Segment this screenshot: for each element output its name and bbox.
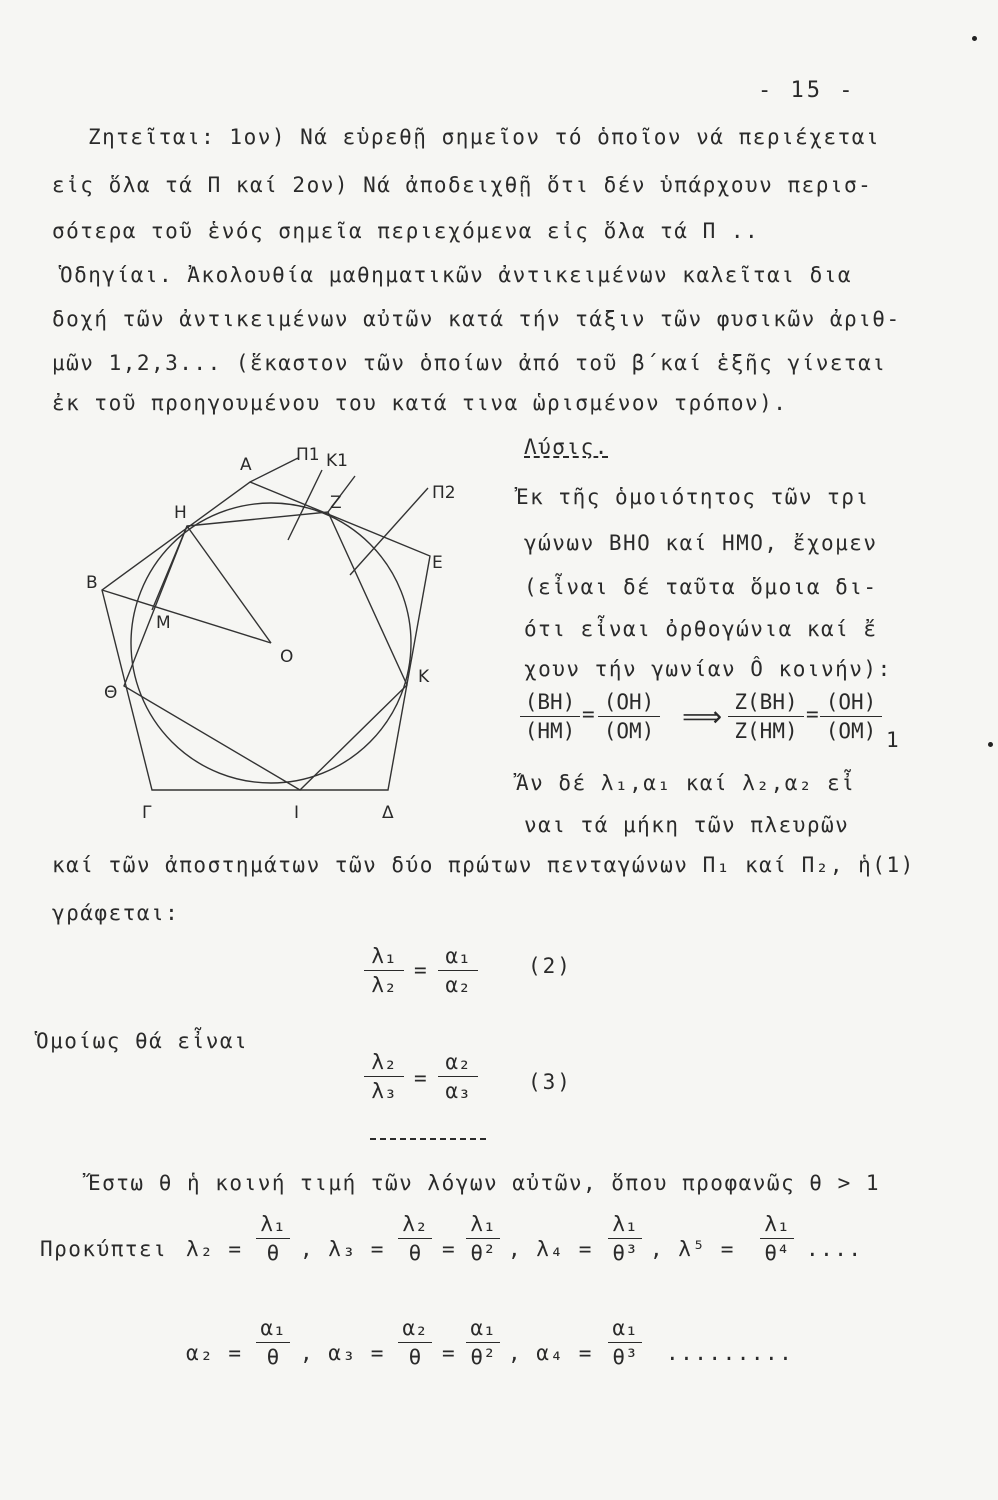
text-line: Ἔστω θ ἡ κοινή τιμή τῶν λόγων αὐτῶν, ὅπου προφανῶς θ > 1 [88,1171,881,1195]
fraction: α₁ θ³ [608,1316,642,1369]
implies-arrow: ⟹ [682,700,723,733]
label-G: Γ [142,803,152,823]
equation-label: 1 [886,728,901,752]
fraction: (ΟΗ) (ΟΜ) [820,690,882,743]
fraction: α₂ θ [398,1316,432,1369]
fraction: λ₁ θ³ [608,1212,642,1265]
fraction: α₁ θ² [466,1316,500,1369]
label-M: Μ [156,613,171,633]
scan-speck [988,742,993,747]
geometry-figure [60,440,480,840]
page-number: - 15 - [758,78,856,103]
divider [370,1138,486,1140]
text-line: σότερα τοῦ ἑνός σημεῖα περιεχόμενα εἰς ὅλα τά Π .. [52,219,760,243]
text-line: Ἄν δέ λ₁,α₁ καί λ₂,α₂ εἶ [516,771,856,795]
scan-speck [972,36,977,41]
label-A: Α [240,455,252,475]
solution-heading: Λύσις. [524,435,609,459]
solution-line: χουν τήν γωνίαν Ô κοινήν): [524,657,892,681]
label-I: Ι [294,803,300,823]
fraction: λ₁ θ [256,1212,290,1265]
document-page: - 15 - Ζητεῖται: 1ον) Νά εὑρεθῇ σημεῖον τό ὁποῖον νά περιέχεται εἰς ὅλα τά Π καί 2ον) Νά ἀποδειχθῇ ὅτι δέν ὑπάρχουν περισ- σότερα τοῦ ἑνός σημεῖα περιεχόμενα εἰς ὅλα τά Π .. Ὁδηγίαι. Ἀκολουθία μαθηματικῶν ἀντικειμένων καλεῖται δια δοχή τῶν ἀντικειμένων αὐτῶν κατά τήν τάξιν τῶν φυσικῶν ἀριθ- μῶν 1,2,3... (ἕκαστον τῶν ὁποίων ἀπό τοῦ β΄καί ἑξῆς γίνεται ἐκ τοῦ προηγουμένου του κατά τινα ὡρισμένον τρόπον). Α Π1 Κ1 Π2 Η Ζ Ε Β Μ Ο Κ Θ Γ Ι Δ Λύσις. Ἐκ τῆς ὁμοιότητος τῶν τρι γώνων ΒΗΟ καί ΗΜΟ, ἔχομεν (εἶναι δέ ταῦτα ὅμοια δι- ότι εἶναι ὀρθογώνια καί ἔ χουν τήν γωνίαν Ô κοινήν): (ΒΗ) (ΗΜ) = (ΟΗ) (ΟΜ) ⟹ Ζ(ΒΗ) Ζ(ΗΜ) = (ΟΗ) (ΟΜ) 1 Ἄν δέ λ₁,α₁ καί λ₂,α₂ εἶ ναι τά μήκη τῶν πλευρῶν καί τῶν ἀποστημάτων τῶν δύο πρώτων πενταγώνων Π₁ καί Π₂, ἡ(1) γράφεται: λ₁ λ₂ = α₁ α₂ (2) Ὁμοίως θά εἶναι λ₂ λ₃ = α₂ α₃ (3) Ἔστω θ ἡ κοινή τιμή τῶν λόγων αὐτῶν, ὅπου προφανῶς θ > 1 Προκύπτει λ₂ = λ₁ θ , λ₃ = λ₂ θ = λ₁ θ² , λ₄ = λ₁ θ³ , λ⁵ = λ₁ θ⁴ .... α₂ = α₁ θ , α₃ = α₂ θ = α₁ θ² , α₄ = α₁ θ³ ......... [0,0,998,1500]
text-line: δοχή τῶν ἀντικειμένων αὐτῶν κατά τήν τάξιν τῶν φυσικῶν ἀριθ- [52,307,901,331]
text-line: καί τῶν ἀποστημάτων τῶν δύο πρώτων πενταγώνων Π₁ καί Π₂, ἡ(1) [52,853,915,877]
label-H: Η [174,503,187,523]
fraction: λ₂ θ [398,1212,432,1265]
fraction: (ΒΗ) (ΗΜ) [520,690,580,743]
label-E: Ε [432,553,443,573]
text-line: Προκύπτει [40,1237,168,1261]
solution-line: γώνων ΒΗΟ καί ΗΜΟ, ἔχομεν [524,531,878,555]
text-line: Ὁδηγίαι. Ἀκολουθία μαθηματικῶν ἀντικειμένων καλεῖται δια [60,263,853,287]
label-P1: Π1 [296,445,320,465]
fraction: α₁ θ [256,1316,290,1369]
label-P2: Π2 [432,483,456,503]
fraction: λ₁ θ⁴ [760,1212,794,1265]
label-Z: Ζ [330,493,342,513]
fraction: α₂ α₃ [438,1050,478,1103]
fraction: λ₂ λ₃ [364,1050,404,1103]
text-line: ναι τά μήκη τῶν πλευρῶν [524,813,850,837]
equation-label: (2) [528,954,572,978]
label-B: Β [86,573,98,593]
text-line: γράφεται: [52,901,180,925]
fraction: (ΟΗ) (ΟΜ) [598,690,660,743]
inner-pentagon [124,512,407,790]
text-line: Ὁμοίως θά εἶναι [36,1029,249,1053]
text-line: εἰς ὅλα τά Π καί 2ον) Νά ἀποδειχθῇ ὅτι δέν ὑπάρχουν περισ- [52,173,873,197]
equation-label: (3) [528,1070,572,1094]
label-O: Ο [280,647,294,667]
text-line: μῶν 1,2,3... (ἕκαστον τῶν ὁποίων ἀπό τοῦ β΄καί ἑξῆς γίνεται [52,351,887,375]
label-K1: Κ1 [326,451,348,471]
solution-line: ότι εἶναι ὀρθογώνια καί ἔ [524,617,878,641]
solution-line: (εἶναι δέ ταῦτα ὅμοια δι- [524,575,878,599]
fraction: α₁ α₂ [438,944,478,997]
label-Theta: Θ [104,683,118,703]
solution-line: Ἐκ τῆς ὁμοιότητος τῶν τρι [516,485,870,509]
fraction: λ₁ θ² [466,1212,500,1265]
label-D: Δ [382,803,394,823]
fraction: Ζ(ΒΗ) Ζ(ΗΜ) [728,690,804,743]
text-line: Ζητεῖται: 1ον) Νά εὑρεθῇ σημεῖον τό ὁποῖον νά περιέχεται [88,125,881,149]
fraction: λ₁ λ₂ [364,944,404,997]
text-line: ἐκ τοῦ προηγουμένου του κατά τινα ὡρισμένον τρόπον). [52,391,788,415]
label-K: Κ [418,667,430,687]
